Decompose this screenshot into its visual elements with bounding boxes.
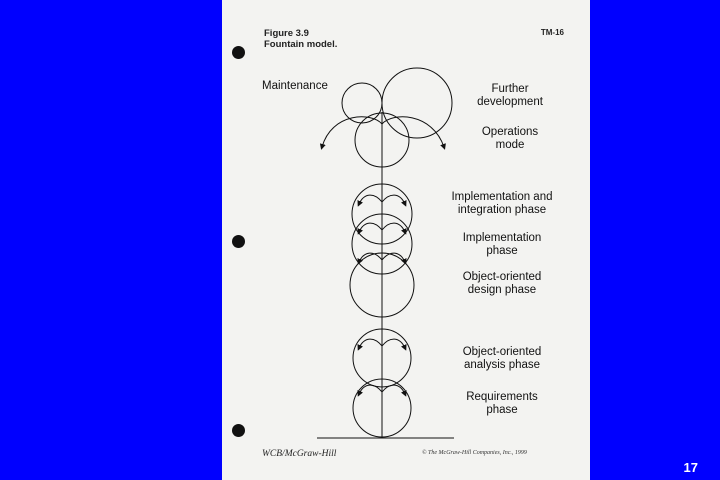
label-implementation-integration: Implementation and integration phase xyxy=(451,191,553,216)
label-further-development: Further development xyxy=(477,83,543,108)
label-operations-mode: Operations mode xyxy=(481,126,539,151)
document-page xyxy=(222,0,590,480)
figure-number: Figure 3.9 xyxy=(264,28,309,39)
publisher-footer: WCB/McGraw-Hill xyxy=(262,449,337,459)
copyright-footer: © The McGraw-Hill Companies, Inc., 1999 xyxy=(422,450,527,456)
label-maintenance: Maintenance xyxy=(262,80,328,92)
figure-code: TM-16 xyxy=(540,28,564,37)
label-requirements: Requirements phase xyxy=(466,391,538,416)
figure-title: Fountain model. xyxy=(264,39,338,50)
label-oo-analysis: Object-oriented analysis phase xyxy=(462,346,542,371)
further-development-circle xyxy=(382,68,452,138)
slide-number: 17 xyxy=(683,460,698,475)
fountain-arc-right xyxy=(382,117,444,147)
label-implementation: Implementation phase xyxy=(462,232,542,257)
fountain-arc-left xyxy=(322,117,382,147)
label-oo-design: Object-oriented design phase xyxy=(462,271,542,296)
